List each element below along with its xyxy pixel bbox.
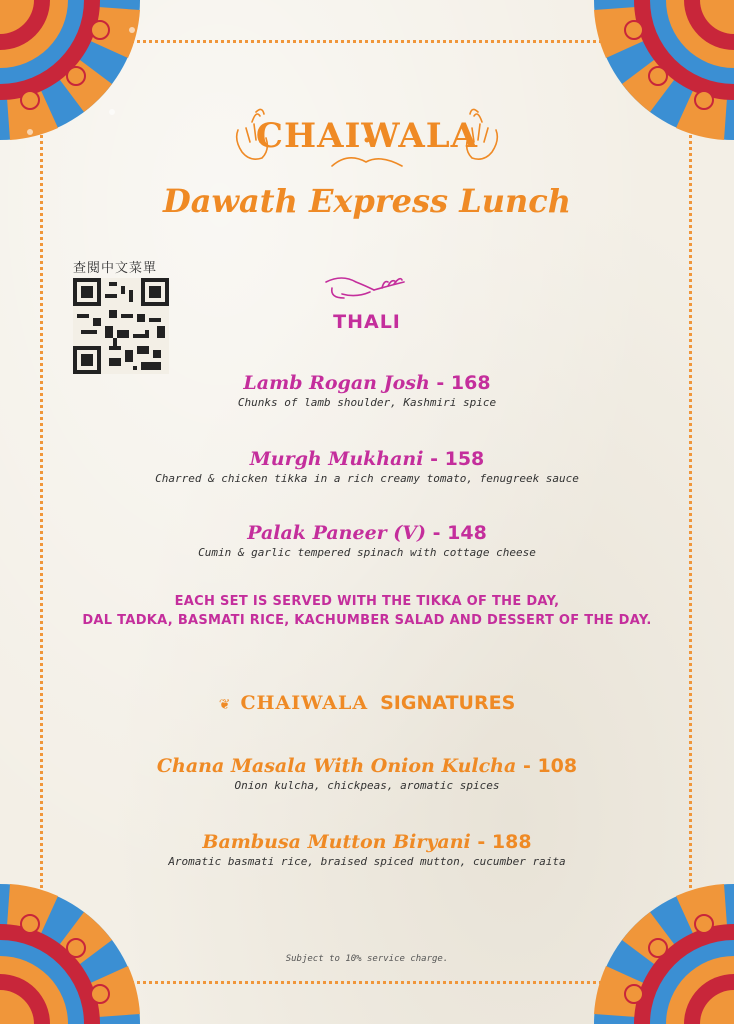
- dish-price: - 168: [436, 372, 491, 394]
- dish-bambusa-mutton-biryani: [0, 831, 734, 868]
- dish-chana-masala: [0, 755, 734, 792]
- dish-description: Onion kulcha, chickpeas, aromatic spices: [234, 779, 500, 792]
- dish-name: Lamb Rogan Josh: [243, 372, 430, 394]
- signatures-heading: [0, 692, 734, 714]
- dish-price: - 108: [522, 755, 578, 777]
- mandala-corner-top-left: [0, 0, 150, 150]
- thali-note: [0, 592, 734, 630]
- mandala-corner-bottom-right: [584, 874, 734, 1024]
- dish-price: - 158: [430, 448, 485, 470]
- thali-note-line2: DAL TADKA, BASMATI RICE, KACHUMBER SALAD AND DESSERT OF THE DAY.: [82, 613, 652, 628]
- signatures-brand: CHAIWALA: [240, 692, 369, 714]
- chaiwala-logo: [230, 100, 504, 180]
- service-charge-note: Subject to 10% service charge.: [285, 954, 449, 964]
- leaf-icon: ❦: [218, 697, 231, 713]
- dish-lamb-rogan-josh: [0, 372, 734, 409]
- dish-description: Cumin & garlic tempered spinach with cottage cheese: [198, 546, 536, 559]
- mandala-corner-top-right: [584, 0, 734, 150]
- thali-heading: THALI: [333, 311, 401, 333]
- logo-text: CHAIWALA: [255, 116, 479, 156]
- dish-description: Aromatic basmati rice, braised spiced mutton, cucumber raita: [168, 855, 566, 868]
- qr-label: 查閱中文菜單: [73, 261, 158, 276]
- dish-name: Murgh Mukhani: [249, 448, 424, 470]
- thali-note-line1: EACH SET IS SERVED WITH THE TIKKA OF THE DAY,: [174, 594, 560, 609]
- dish-description: Charred & chicken tikka in a rich creamy tomato, fenugreek sauce: [155, 472, 579, 485]
- dish-palak-paneer: [0, 522, 734, 559]
- dish-name: Chana Masala With Onion Kulcha: [156, 755, 517, 777]
- dish-description: Chunks of lamb shoulder, Kashmiri spice: [237, 396, 497, 409]
- signatures-label: SIGNATURES: [380, 692, 516, 714]
- dish-price: - 148: [432, 522, 487, 544]
- mandala-corner-bottom-left: [0, 874, 150, 1024]
- dish-name: Bambusa Mutton Biryani: [202, 831, 471, 853]
- dish-name: Palak Paneer (V): [247, 522, 427, 544]
- menu-title: Dawath Express Lunch: [163, 182, 571, 220]
- dish-murgh-mukhani: [0, 448, 734, 485]
- hand-herb-icon: [322, 268, 412, 308]
- dish-price: - 188: [477, 831, 532, 853]
